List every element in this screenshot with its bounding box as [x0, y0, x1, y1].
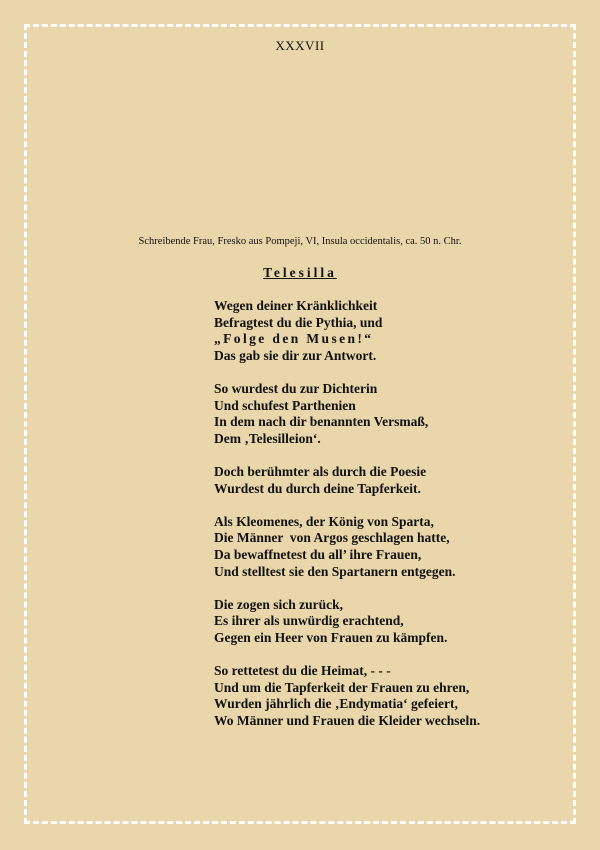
poem-line: Das gab sie dir zur Antwort. [214, 347, 377, 363]
poem-line: Wurden jährlich die ‚Endymatia‘ gefeiert, [214, 696, 458, 712]
poem-line: Als Kleomenes, der König von Sparta, [214, 513, 434, 529]
poem-line: Doch berühmter als durch die Poesie [214, 463, 427, 479]
poem-line: Und um die Tapferkeit der Frauen zu ehren, [214, 679, 470, 695]
poem-line: Wo Männer und Frauen die Kleider wechseln. [214, 712, 481, 728]
poem-title: Telesilla [263, 265, 337, 280]
poem-line: So rettetest du die Heimat, - - - [214, 663, 391, 679]
stanza-2 [214, 381, 480, 447]
poem-line: Die zogen sich zurück, [214, 596, 343, 612]
poem-line: Und schufest Parthenien [214, 397, 356, 413]
poem-body [214, 298, 480, 746]
page-number: XXXVII [275, 38, 325, 53]
stanza-6 [214, 663, 480, 729]
stanza-5 [214, 597, 480, 647]
stanza-3 [214, 464, 480, 497]
poem-line: Befragtest du die Pythia, und [214, 314, 383, 330]
poem-line: Da bewaffnetest du all’ ihre Frauen, [214, 546, 422, 562]
poem-line: Und stelltest sie den Spartanern entgegen. [214, 563, 456, 579]
poem-line: Dem ‚Telesilleion‘. [214, 430, 321, 446]
stanza-1 [214, 298, 480, 364]
poem-line: In dem nach dir benannten Versmaß, [214, 414, 429, 430]
image-caption: Schreibende Frau, Fresko aus Pompeji, VI, Insula occidentalis, ca. 50 n. Chr. [138, 236, 462, 247]
poem-line: „Folge den Musen!“ [214, 331, 374, 347]
poem-line: Wurdest du durch deine Tapferkeit. [214, 480, 421, 496]
poem-line: Die Männer von Argos geschlagen hatte, [214, 530, 450, 546]
poem-line: Es ihrer als unwürdig erachtend, [214, 613, 404, 629]
stanza-4 [214, 514, 480, 580]
poem-line: Gegen ein Heer von Frauen zu kämpfen. [214, 629, 448, 645]
poem-line: So wurdest du zur Dichterin [214, 380, 378, 396]
poem-line: Wegen deiner Kränklichkeit [214, 298, 378, 313]
